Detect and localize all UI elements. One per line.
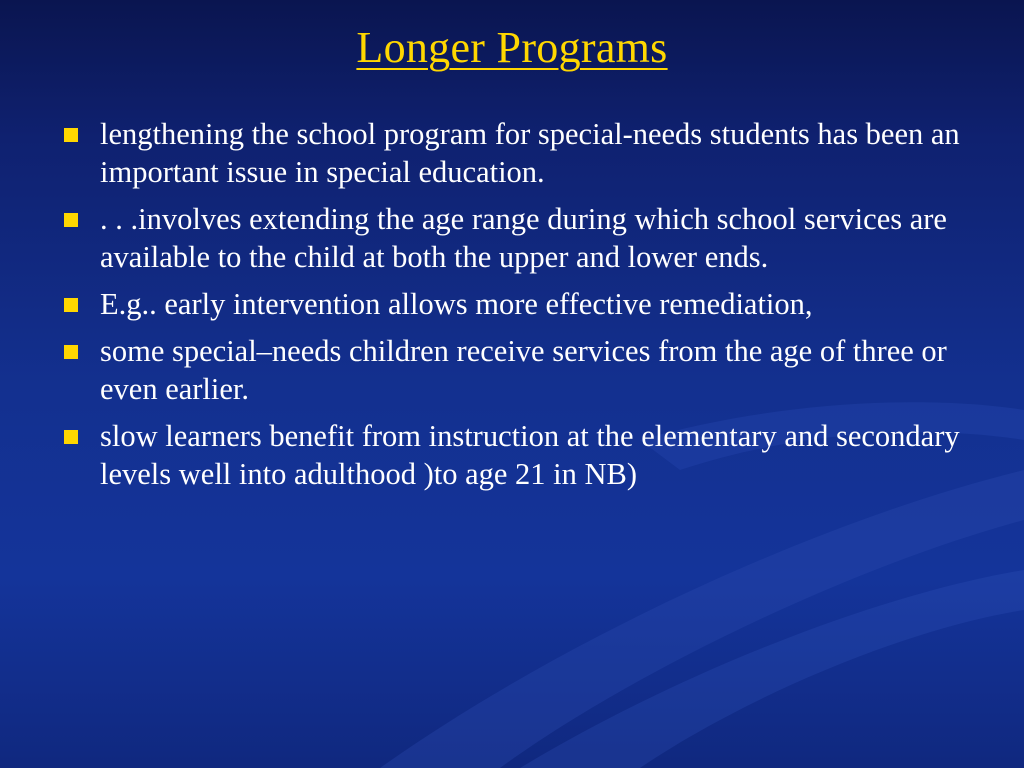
bullet-item [62,115,967,191]
bullet-text: . . .involves extending the age range during which school services are available to the child at both the upper and lower ends. [100,202,947,274]
bullet-item [62,285,967,323]
bullet-item [62,200,967,276]
bullet-list [62,115,967,502]
bullet-text: lengthening the school program for special-needs students has been an important issue in special education. [100,117,960,189]
square-bullet-icon [64,430,78,444]
slide-title: Longer Programs [356,23,668,72]
bullet-text: E.g.. early intervention allows more effective remediation, [100,287,813,321]
square-bullet-icon [64,345,78,359]
bullet-text: some special–needs children receive services from the age of three or even earlier. [100,334,947,406]
bullet-item [62,332,967,408]
square-bullet-icon [64,128,78,142]
bullet-text: slow learners benefit from instruction at the elementary and secondary levels well into adulthood )to age 21 in NB) [100,419,960,491]
bullet-item [62,417,967,493]
square-bullet-icon [64,213,78,227]
square-bullet-icon [64,298,78,312]
